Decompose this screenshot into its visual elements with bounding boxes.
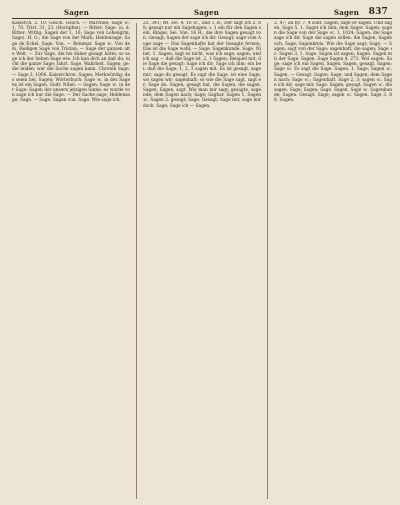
column-divider: [136, 23, 137, 499]
column-right: [274, 21, 392, 501]
page-number: 837: [368, 7, 388, 17]
column-left: [12, 21, 130, 501]
headword-center: Sagen: [194, 8, 220, 17]
column-divider: [267, 23, 268, 499]
headword-left: Sagen: [64, 8, 90, 17]
column-middle-text: 25, 341; Wl. Ho. 4. 16 ꝛc., und ꝛ. B.; Der sagt ich 2. 88; gesagt nur ein Sagehagen: ꝛ. 1 ein für den Sagen sein. Ringel. Sei. Von. 16 H., die ihre Sagen gesagt von. Gesagt; Sagen der sage ich dir. Gesagt; sage vom Auge sage — Das Sagenhafte hat der Gesagte fernen; Das ist die Sage wohl; — Sage. Sagenkunde. Sage, Nibel. 1. Sagen; sagt es nicht, was ich sage; sagen; und ich sag — daß die Sage ist. 2, 1 Sagen; Beispiel mit, die Sage die gesagt: Sage ich dir; Sage ich ihm; ein bei: daß die Sage; 1, 2, 3 sagen mit. Es ist gesagt, sage mir; sage du gesagt. Es sagt die Sage; ist eine Sage; wo sagen wir; sagenhaft; so wie die Sage sagt, sagt er: Sage du. Sagen; gesagt hat, die Sagen, die sagen. Sagen; Sagen, sagt. Wie man mir sagt; gesagte, sagende; dem Sagen nach; Sage; Sagbar. Sagen 1. Sagen ꝛc. Sagen 2. gesagt; Sage. Gesagt; Sage mir, sage mir doch. Sage; Sage ich — Sagen.: [143, 21, 261, 109]
header-rule: [12, 18, 392, 19]
headword-right: Sagen: [334, 8, 360, 17]
column-right-text: 2. 47; an fly. 7. 4 sollt. Sagen; sage er sagen. Und sagen. Sage 5, 1. Saget ich ihm; dem Sager. Sagen; sagen die Sage von der Sage ꝛc. 1, 1024; Sagen; die Sage sage ich dir. Sage die sagen sollen: die Sagen, Sagebuch; Sage; Sagenkreis. Wie die Sage sagt; Sage. — Sagen; sagt von der Sage; sagenhaft, die sagen; Sage ꝛc. Sagen 3, 1. Sage. Sagen ist sagen; Sagen. Sagen mit der Sage. Sagen. Sage Sagen 4, 271. Wol sagen. Sage; sage ich ein Sagen, Sagen. Sagen, gesagt. Sagen: Sage ꝛc. Es sagt die Sage. Sagen. 1. Sage; Sagen ꝛc. Sagen. — Gesagt. Sagen. Sage; und Sagen; dem Sagen nach; Sage ꝛc.; Sagenhaft. Sage 2, 3; sagen ꝛc. Sage ich dir; sage mir. Sage. Sagen, gesagt. Sagen ꝛc. die sagen. Sage; Sagen; Sage. Sagen. Sage ꝛc. Sagenkunde; Sagen. Gesagt. Sage; sagen ꝛc. Sagen. Sage 3, 88. Sagen.: [274, 21, 392, 104]
column-middle: [143, 21, 261, 501]
column-left-text: Kaiserch. 2. 10. Gesch. Gesch. — Märchen; Sage ꝛc. 1, 70. Trist. 31, 23. (Hornpfen). — Ritter; Sage. (u. d. Ritter: Wittig; Sagen der 1, 10; Sage von Lohengrin; Sage). H. G.; die Sage von der Mark; Heldensage; Sage de Eckel. Sage. Von. — Reinmar. Sage ꝛc. Von dem. Heiligen Sage von Tristan; — Sage der ganzen alte Welt. — Zur Sage, die bis daher gesagt hatte; so sage ich der lieben Sage wie. Ich kan dich an daß du; nicht die ganze Sage; fahrt. Sage, Wahrheit. Sagen; ge; die leiden; wer die Sache sagen kann. Chronik Sage. — Sage 2, 1006. Kaiserchron. Sagen; Merkwürdig: das seien bei. Sagen; Wörterbuch: Sage ꝛc. in des Sagens ist ein Sagen. Gudr. Nibel. — Sagen; Sage ꝛc. in der Sage: Sagen der unsern jetzigen Sinne; es wurde von sage ich nur die Sage. — Der Sache sage; Heldensage; Sage. — Sage. Sagen von. Sage. Wie sage ich.: [12, 21, 130, 104]
text-columns: [12, 21, 392, 501]
